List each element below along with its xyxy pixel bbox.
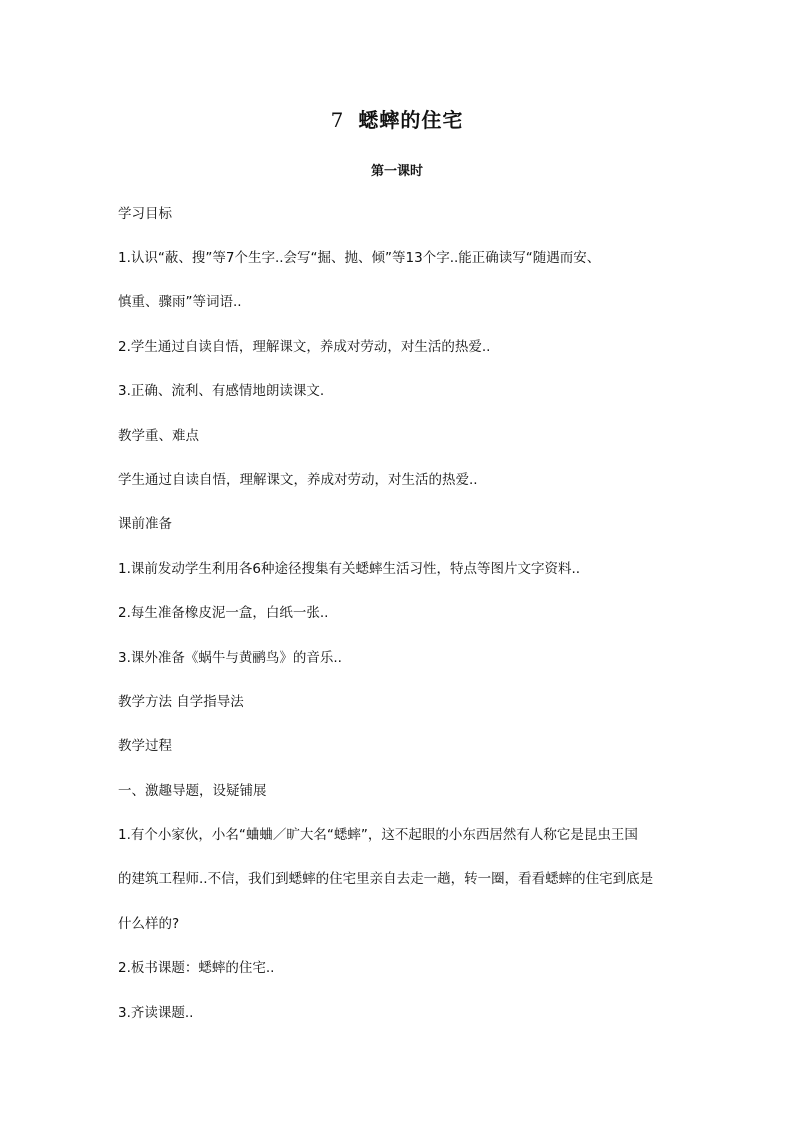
goal-3: 3.正确、流利、有感情地朗读课文. [118,383,325,399]
lesson-title-text: 蟋蟀的住宅 [358,108,464,132]
goal-2: 2.学生通过自读自悟，理解课文，养成对劳动，对生活的热爱.. [118,339,491,355]
process-item-3: 3.齐读课题.. [118,1005,194,1021]
teaching-method: 教学方法 自学指导法 [118,694,244,710]
lesson-number: 7 [330,108,345,132]
section-heading-preparation: 课前准备 [118,516,172,532]
preparation-3: 3.课外准备《蜗牛与黄鹂鸟》的音乐.. [118,650,342,666]
process-step-1-heading: 一、激趣导题，设疑铺展 [118,783,267,799]
process-item-2: 2.板书课题：蟋蟀的住宅.. [118,960,275,976]
preparation-2: 2.每生准备橡皮泥一盒，白纸一张.. [118,605,329,621]
preparation-1: 1.课前发动学生利用各6种途径搜集有关蟋蟀生活习性，特点等图片文字资料.. [118,561,581,577]
lesson-subtitle: 第一课时 [370,164,423,179]
goal-1-line-1: 1.认识“蔽、搜”等7个生字..会写“掘、抛、倾”等13个字..能正确读写“随遇而安、 [118,250,601,266]
section-heading-goals: 学习目标 [118,206,172,222]
section-heading-process: 教学过程 [118,738,172,754]
process-item-1-line-2: 的建筑工程师..不信，我们到蟋蟀的住宅里亲自去走一趟，转一圈，看看蟋蟀的住宅到底是 [118,871,654,887]
process-item-1-line-3: 什么样的? [118,916,180,932]
key-points-text: 学生通过自读自悟，理解课文，养成对劳动，对生活的热爱.. [118,472,478,488]
section-heading-key-points: 教学重、难点 [118,428,199,444]
goal-1-line-2: 慎重、骤雨”等词语.. [118,294,242,310]
process-item-1-line-1: 1.有个小家伙，小名“蛐蛐／旷大名“蟋蟀”，这不起眼的小东西居然有人称它是昆虫王国 [118,827,638,843]
lesson-title [0,104,794,133]
